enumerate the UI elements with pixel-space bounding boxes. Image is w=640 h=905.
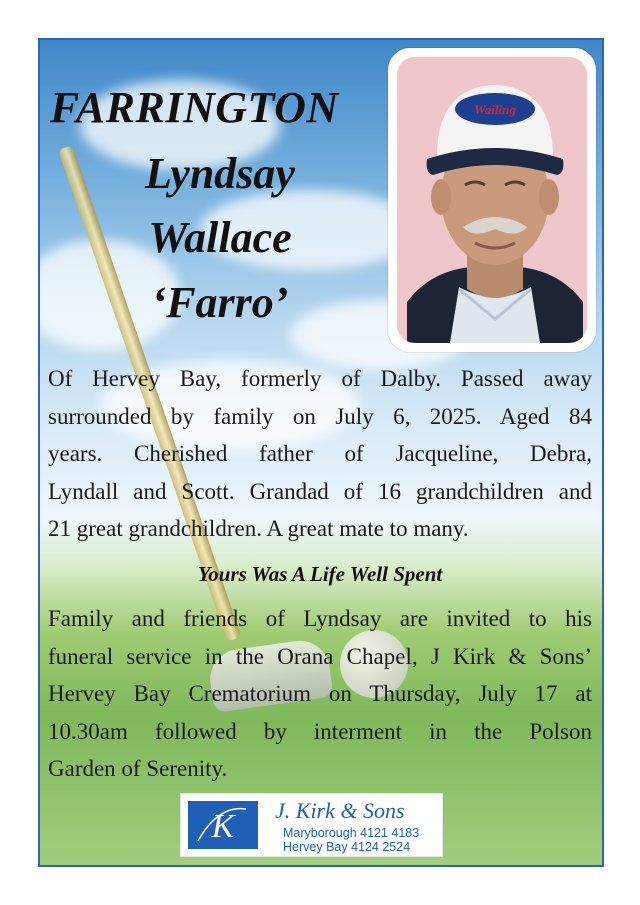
portrait-illustration bbox=[397, 57, 587, 343]
details-paragraph bbox=[48, 360, 592, 548]
service-line: funeral service in the Orana Chapel, J Kirk & Sons’ bbox=[48, 643, 592, 669]
firm-name: J. Kirk & Sons bbox=[275, 798, 405, 823]
phone-hervey-bay: Hervey Bay 4124 2524 bbox=[283, 840, 411, 854]
cap-text: Wailing bbox=[474, 102, 516, 117]
details-line: 21 great grandchildren. A great mate to many. bbox=[48, 516, 469, 541]
phone-maryborough: Maryborough 4121 4183 bbox=[283, 826, 420, 840]
details-line: Lyndall and Scott. Grandad of 16 grandchildren and bbox=[48, 478, 592, 504]
details-line: surrounded by family on July 6, 2025. Aged 84 bbox=[48, 403, 592, 429]
details-line: years. Cherished father of Jacqueline, Debra, bbox=[48, 441, 592, 466]
given-name-2: Wallace bbox=[148, 213, 292, 262]
logo-letter: K bbox=[211, 808, 235, 845]
service-line: Hervey Bay Crematorium on Thursday, July 17 at bbox=[48, 681, 592, 706]
surname: FARRINGTON bbox=[50, 83, 339, 132]
given-name-1: Lyndsay bbox=[145, 149, 295, 198]
service-line: Family and friends of Lyndsay are invited to his bbox=[48, 606, 592, 631]
portrait-photo bbox=[388, 48, 596, 352]
kirk-logo bbox=[188, 801, 258, 849]
nickname: ‘Farro’ bbox=[151, 278, 289, 327]
funeral-director-advert bbox=[181, 794, 442, 856]
service-paragraph bbox=[48, 600, 592, 788]
service-line: 10.30am followed by interment in the Polson bbox=[48, 718, 592, 744]
service-line: Garden of Serenity. bbox=[48, 756, 228, 781]
motto: Yours Was A Life Well Spent bbox=[197, 562, 443, 586]
details-line: Of Hervey Bay, formerly of Dalby. Passed away bbox=[48, 366, 592, 391]
